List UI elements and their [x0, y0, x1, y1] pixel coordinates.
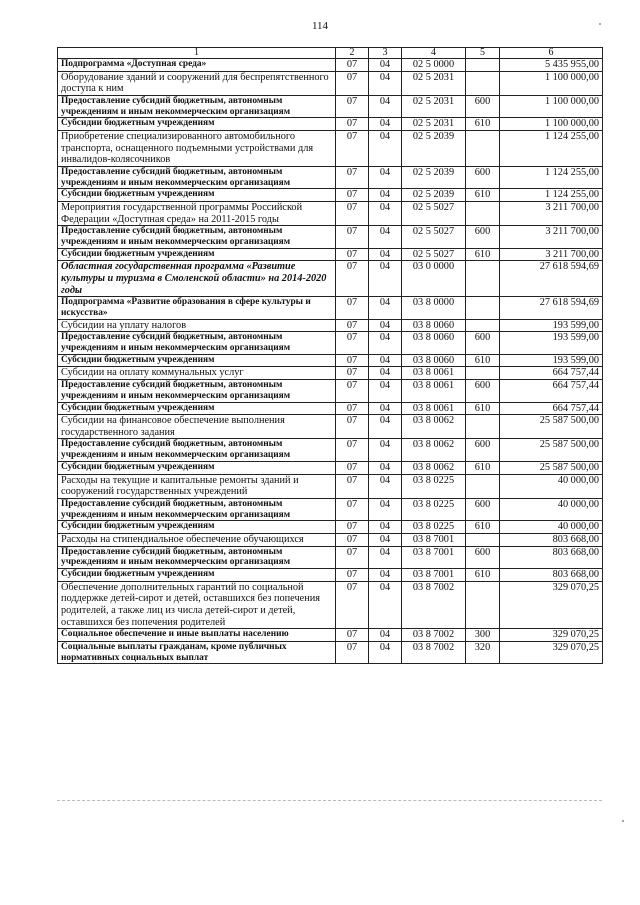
cell-name: Социальные выплаты гражданам, кроме публичных нормативных социальных выплат [58, 641, 336, 664]
cell-sec: 07 [336, 71, 369, 95]
cell-amount: 329 070,25 [500, 641, 603, 664]
cell-sub: 04 [369, 130, 402, 166]
cell-amount: 3 211 700,00 [500, 248, 603, 261]
table-row [58, 71, 603, 95]
cell-sub: 04 [369, 641, 402, 664]
page-number: 114 [311, 20, 329, 32]
cell-sec: 07 [336, 498, 369, 521]
cell-sub: 04 [369, 380, 402, 403]
cell-name: Субсидии бюджетным учреждениям [58, 354, 336, 367]
cell-target: 03 8 0000 [402, 297, 466, 320]
scan-speck [599, 23, 601, 25]
cell-sec: 07 [336, 95, 369, 118]
cell-type: 320 [466, 641, 500, 664]
cell-sub: 04 [369, 402, 402, 415]
cell-amount: 1 124 255,00 [500, 166, 603, 189]
table-row [58, 248, 603, 261]
cell-sec: 07 [336, 297, 369, 320]
cell-sub: 04 [369, 521, 402, 534]
cell-target: 03 0 0000 [402, 261, 466, 297]
cell-amount: 193 599,00 [500, 332, 603, 355]
cell-sec: 07 [336, 248, 369, 261]
cell-sub: 04 [369, 166, 402, 189]
cell-target: 03 8 0225 [402, 474, 466, 498]
cell-type [466, 474, 500, 498]
cell-target: 03 8 0060 [402, 332, 466, 355]
cell-target: 03 8 0062 [402, 462, 466, 475]
cell-target: 02 5 5027 [402, 248, 466, 261]
cell-target: 03 8 7001 [402, 546, 466, 569]
cell-sec: 07 [336, 569, 369, 582]
cell-target: 03 8 0225 [402, 498, 466, 521]
column-header: 3 [369, 48, 402, 59]
column-header: 4 [402, 48, 466, 59]
cell-target: 02 5 2031 [402, 118, 466, 131]
table-row [58, 319, 603, 332]
table-row [58, 95, 603, 118]
cell-sec: 07 [336, 534, 369, 547]
cell-sec: 07 [336, 402, 369, 415]
cell-name: Предоставление субсидий бюджетным, автономным учреждениям и иным некоммерческим организациям [58, 226, 336, 249]
column-header: 1 [58, 48, 336, 59]
cell-sec: 07 [336, 261, 369, 297]
cell-sub: 04 [369, 534, 402, 547]
cell-target: 03 8 7002 [402, 581, 466, 628]
cell-amount: 329 070,25 [500, 629, 603, 642]
cell-type: 610 [466, 248, 500, 261]
cell-target: 03 8 7002 [402, 629, 466, 642]
cell-amount: 5 435 955,00 [500, 59, 603, 72]
cell-type [466, 71, 500, 95]
cell-target: 02 5 5027 [402, 226, 466, 249]
cell-amount: 664 757,44 [500, 402, 603, 415]
cell-amount: 803 668,00 [500, 534, 603, 547]
cell-sub: 04 [369, 629, 402, 642]
cell-target: 03 8 7002 [402, 641, 466, 664]
cell-name: Субсидии бюджетным учреждениям [58, 118, 336, 131]
cell-name: Предоставление субсидий бюджетным, автономным учреждениям и иным некоммерческим организациям [58, 95, 336, 118]
cell-sec: 07 [336, 581, 369, 628]
cell-type [466, 581, 500, 628]
cell-name: Подпрограмма «Доступная среда» [58, 59, 336, 72]
cell-sec: 07 [336, 641, 369, 664]
cell-amount: 664 757,44 [500, 367, 603, 380]
cell-sub: 04 [369, 261, 402, 297]
cell-type [466, 201, 500, 225]
cell-type [466, 534, 500, 547]
cell-type [466, 319, 500, 332]
cell-amount: 25 587 500,00 [500, 462, 603, 475]
cell-name: Подпрограмма «Развитие образования в сфере культуры и искусства» [58, 297, 336, 320]
cell-type: 600 [466, 546, 500, 569]
cell-name: Субсидии бюджетным учреждениям [58, 248, 336, 261]
cell-amount: 3 211 700,00 [500, 226, 603, 249]
cell-sub: 04 [369, 319, 402, 332]
cell-type [466, 367, 500, 380]
cell-target: 02 5 2039 [402, 166, 466, 189]
cell-sec: 07 [336, 59, 369, 72]
table-row [58, 474, 603, 498]
cell-amount: 25 587 500,00 [500, 415, 603, 439]
cell-sub: 04 [369, 569, 402, 582]
table-row [58, 534, 603, 547]
cell-sub: 04 [369, 498, 402, 521]
cell-sub: 04 [369, 474, 402, 498]
cell-sub: 04 [369, 415, 402, 439]
table-row [58, 581, 603, 628]
cell-amount: 40 000,00 [500, 521, 603, 534]
cell-type: 610 [466, 118, 500, 131]
cell-amount: 40 000,00 [500, 474, 603, 498]
cell-sub: 04 [369, 201, 402, 225]
cell-type [466, 415, 500, 439]
cell-name: Субсидии на оплату коммунальных услуг [58, 367, 336, 380]
cell-type: 600 [466, 95, 500, 118]
table-row [58, 226, 603, 249]
cell-amount: 1 100 000,00 [500, 71, 603, 95]
cell-type: 610 [466, 521, 500, 534]
cell-type: 600 [466, 439, 500, 462]
cell-name: Оборудование зданий и сооружений для беспрепятственного доступа к ним [58, 71, 336, 95]
cell-sub: 04 [369, 546, 402, 569]
column-header: 6 [500, 48, 603, 59]
cell-type: 600 [466, 498, 500, 521]
cell-amount: 1 124 255,00 [500, 189, 603, 202]
cell-sec: 07 [336, 629, 369, 642]
cell-name: Предоставление субсидий бюджетным, автономным учреждениям и иным некоммерческим организациям [58, 498, 336, 521]
cell-name: Приобретение специализированного автомобильного транспорта, оснащенного подъемными устройствами для инвалидов-колясочников [58, 130, 336, 166]
cell-target: 02 5 2039 [402, 130, 466, 166]
cell-sub: 04 [369, 367, 402, 380]
cell-type [466, 59, 500, 72]
cell-name: Предоставление субсидий бюджетным, автономным учреждениям и иным некоммерческим организациям [58, 332, 336, 355]
cell-type: 600 [466, 226, 500, 249]
table-row [58, 641, 603, 664]
column-header: 2 [336, 48, 369, 59]
table-row [58, 189, 603, 202]
cell-sub: 04 [369, 332, 402, 355]
cell-amount: 193 599,00 [500, 319, 603, 332]
budget-table [57, 47, 603, 664]
table-row [58, 59, 603, 72]
cell-target: 02 5 5027 [402, 201, 466, 225]
cell-sub: 04 [369, 189, 402, 202]
cell-name: Субсидии бюджетным учреждениям [58, 462, 336, 475]
cell-type: 300 [466, 629, 500, 642]
cell-type [466, 261, 500, 297]
cell-sec: 07 [336, 462, 369, 475]
cell-sec: 07 [336, 521, 369, 534]
cell-target: 03 8 0062 [402, 439, 466, 462]
cell-sub: 04 [369, 118, 402, 131]
cell-amount: 27 618 594,69 [500, 297, 603, 320]
cell-type: 610 [466, 569, 500, 582]
cell-amount: 329 070,25 [500, 581, 603, 628]
cell-sub: 04 [369, 297, 402, 320]
cell-target: 02 5 2039 [402, 189, 466, 202]
cell-type: 600 [466, 166, 500, 189]
table-row [58, 569, 603, 582]
table-row [58, 130, 603, 166]
column-header: 5 [466, 48, 500, 59]
table-row [58, 166, 603, 189]
cell-sec: 07 [336, 118, 369, 131]
cell-name: Мероприятия государственной программы Российской Федерации «Доступная среда» на 2011-2015 годы [58, 201, 336, 225]
table-row [58, 201, 603, 225]
cell-target: 03 8 0225 [402, 521, 466, 534]
cell-sec: 07 [336, 415, 369, 439]
cell-sub: 04 [369, 462, 402, 475]
cell-name: Субсидии бюджетным учреждениям [58, 521, 336, 534]
cell-amount: 25 587 500,00 [500, 439, 603, 462]
page-bottom-rule [57, 800, 602, 801]
cell-target: 02 5 0000 [402, 59, 466, 72]
cell-sub: 04 [369, 439, 402, 462]
cell-sub: 04 [369, 226, 402, 249]
cell-target: 03 8 0061 [402, 367, 466, 380]
cell-sub: 04 [369, 581, 402, 628]
table-row [58, 332, 603, 355]
cell-sec: 07 [336, 380, 369, 403]
cell-sub: 04 [369, 59, 402, 72]
table-row [58, 118, 603, 131]
cell-sub: 04 [369, 95, 402, 118]
cell-amount: 40 000,00 [500, 498, 603, 521]
cell-type: 610 [466, 354, 500, 367]
table-row [58, 380, 603, 403]
cell-name: Субсидии бюджетным учреждениям [58, 569, 336, 582]
cell-type [466, 130, 500, 166]
cell-sec: 07 [336, 189, 369, 202]
table-row [58, 546, 603, 569]
cell-type: 610 [466, 462, 500, 475]
cell-amount: 803 668,00 [500, 569, 603, 582]
cell-type: 610 [466, 189, 500, 202]
cell-name: Субсидии на уплату налогов [58, 319, 336, 332]
cell-sub: 04 [369, 248, 402, 261]
table-row [58, 498, 603, 521]
cell-sec: 07 [336, 166, 369, 189]
cell-name: Расходы на текущие и капитальные ремонты зданий и сооружений государственных учреждений [58, 474, 336, 498]
table-row [58, 415, 603, 439]
cell-amount: 1 100 000,00 [500, 95, 603, 118]
scan-speck [622, 820, 624, 822]
cell-name: Предоставление субсидий бюджетным, автономным учреждениям и иным некоммерческим организациям [58, 439, 336, 462]
table-row [58, 439, 603, 462]
table-header-row [58, 48, 603, 59]
cell-sec: 07 [336, 332, 369, 355]
cell-target: 03 8 7001 [402, 569, 466, 582]
table-row [58, 629, 603, 642]
cell-type: 600 [466, 332, 500, 355]
cell-amount: 3 211 700,00 [500, 201, 603, 225]
cell-amount: 1 100 000,00 [500, 118, 603, 131]
cell-sec: 07 [336, 319, 369, 332]
cell-sec: 07 [336, 367, 369, 380]
cell-name: Предоставление субсидий бюджетным, автономным учреждениям и иным некоммерческим организациям [58, 380, 336, 403]
cell-name: Субсидии бюджетным учреждениям [58, 402, 336, 415]
table-row [58, 462, 603, 475]
cell-amount: 664 757,44 [500, 380, 603, 403]
table-row [58, 521, 603, 534]
table-row [58, 354, 603, 367]
cell-name: Предоставление субсидий бюджетным, автономным учреждениям и иным некоммерческим организациям [58, 166, 336, 189]
cell-target: 03 8 0061 [402, 402, 466, 415]
cell-amount: 27 618 594,69 [500, 261, 603, 297]
cell-type: 600 [466, 380, 500, 403]
table-row [58, 297, 603, 320]
cell-name: Предоставление субсидий бюджетным, автономным учреждениям и иным некоммерческим организациям [58, 546, 336, 569]
cell-sec: 07 [336, 439, 369, 462]
cell-sub: 04 [369, 354, 402, 367]
cell-sec: 07 [336, 474, 369, 498]
cell-sec: 07 [336, 201, 369, 225]
cell-target: 03 8 0060 [402, 319, 466, 332]
cell-sec: 07 [336, 354, 369, 367]
cell-target: 02 5 2031 [402, 95, 466, 118]
cell-sec: 07 [336, 226, 369, 249]
cell-name: Областная государственная программа «Развитие культуры и туризма в Смоленской области» на 2014-2020 годы [58, 261, 336, 297]
table-row [58, 261, 603, 297]
cell-target: 03 8 0061 [402, 380, 466, 403]
cell-amount: 1 124 255,00 [500, 130, 603, 166]
cell-amount: 193 599,00 [500, 354, 603, 367]
cell-sec: 07 [336, 130, 369, 166]
cell-sub: 04 [369, 71, 402, 95]
cell-sec: 07 [336, 546, 369, 569]
cell-name: Субсидии бюджетным учреждениям [58, 189, 336, 202]
cell-name: Субсидии на финансовое обеспечение выполнения государственного задания [58, 415, 336, 439]
table-row [58, 402, 603, 415]
cell-name: Расходы на стипендиальное обеспечение обучающихся [58, 534, 336, 547]
cell-name: Социальное обеспечение и иные выплаты населению [58, 629, 336, 642]
cell-amount: 803 668,00 [500, 546, 603, 569]
table-row [58, 367, 603, 380]
cell-target: 03 8 7001 [402, 534, 466, 547]
cell-target: 02 5 2031 [402, 71, 466, 95]
cell-target: 03 8 0062 [402, 415, 466, 439]
cell-type: 610 [466, 402, 500, 415]
cell-target: 03 8 0060 [402, 354, 466, 367]
cell-name: Обеспечение дополнительных гарантий по социальной поддержке детей-сирот и детей, оставшихся без попечения родителей, а также лиц из числа детей-сирот и детей, оставшихся без попечения родителей [58, 581, 336, 628]
cell-type [466, 297, 500, 320]
